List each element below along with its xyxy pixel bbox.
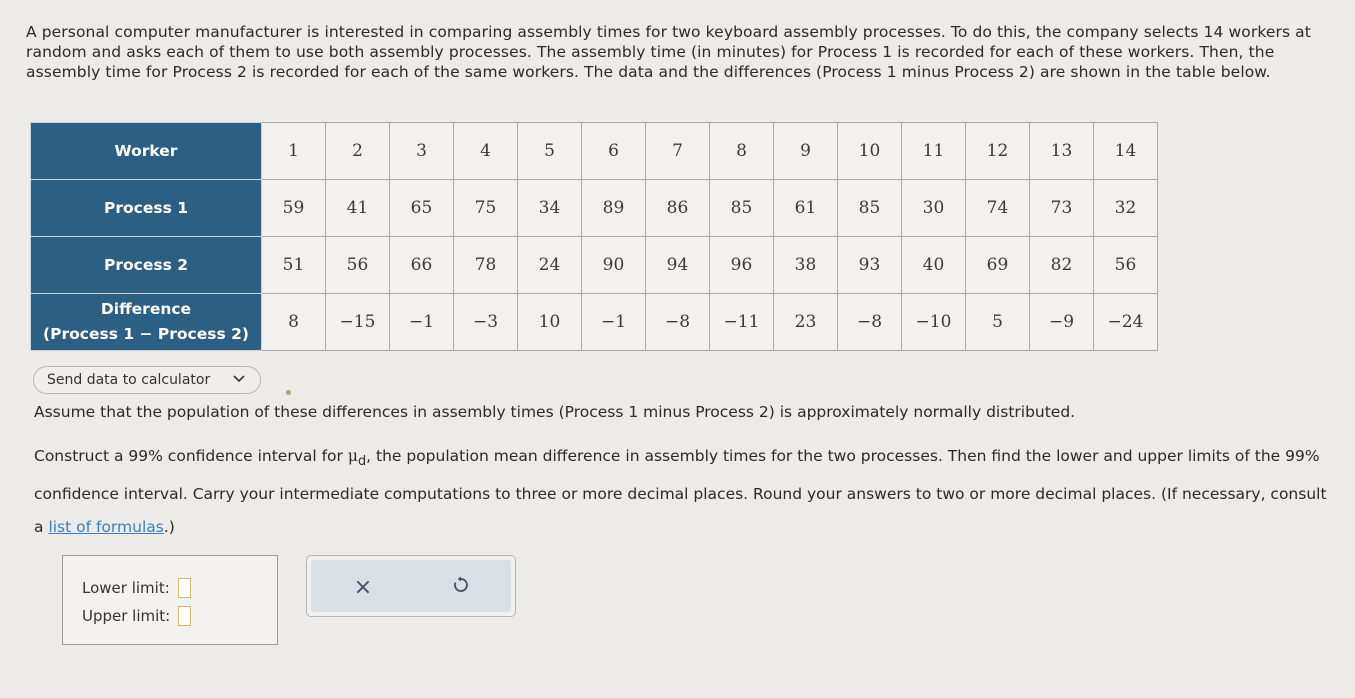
worker-row (31, 123, 1158, 180)
process1-cell: 85 (710, 180, 774, 237)
process1-cell: 85 (838, 180, 902, 237)
worker-cell: 13 (1030, 123, 1094, 180)
mu-symbol: μ (347, 447, 358, 465)
process1-cell: 32 (1094, 180, 1158, 237)
difference-cell: −24 (1094, 294, 1158, 351)
send-data-to-calculator-button[interactable] (33, 366, 261, 394)
difference-cell: −8 (838, 294, 902, 351)
difference-cell: 8 (262, 294, 326, 351)
worker-cell: 2 (326, 123, 390, 180)
instructions-part3: .) (163, 518, 175, 537)
lower-limit-row (82, 578, 191, 598)
process1-cell: 86 (646, 180, 710, 237)
data-table (30, 122, 1158, 351)
assumption-text: Assume that the population of these differences in assembly times (Process 1 minus Process 2) is approximately normally distributed. (34, 403, 1076, 421)
worker-cell: 6 (582, 123, 646, 180)
difference-cell: 10 (518, 294, 582, 351)
difference-sublabel: (Process 1 − Process 2) (43, 325, 249, 343)
process1-cell: 89 (582, 180, 646, 237)
mu-subscript: d (357, 454, 367, 470)
process2-cell: 56 (326, 237, 390, 294)
chevron-down-icon (232, 371, 246, 389)
process1-cell: 74 (966, 180, 1030, 237)
undo-button[interactable] (449, 575, 473, 599)
process1-row (31, 180, 1158, 237)
difference-cell: −10 (902, 294, 966, 351)
worker-cell: 4 (454, 123, 518, 180)
process2-cell: 69 (966, 237, 1030, 294)
clear-button[interactable] (351, 575, 375, 599)
answer-tools-panel (306, 555, 516, 617)
process1-cell: 75 (454, 180, 518, 237)
process2-cell: 56 (1094, 237, 1158, 294)
process1-header: Process 1 (31, 180, 262, 237)
process2-cell: 82 (1030, 237, 1094, 294)
worker-header: Worker (31, 123, 262, 180)
process2-cell: 94 (646, 237, 710, 294)
worker-cell: 7 (646, 123, 710, 180)
process2-cell: 90 (582, 237, 646, 294)
instructions-part2: , the population mean difference in assembly times for the two processes. Then find the lower and upper limits of the 99% confidence interval. Carry your intermediate computations to three or more decimal places. Round your answers to two or more decimal places. (If necessary, consult a (34, 447, 1327, 537)
process1-cell: 59 (262, 180, 326, 237)
lower-limit-label: Lower limit: (82, 579, 170, 597)
list-of-formulas-link[interactable]: list of formulas (48, 518, 164, 537)
worker-cell: 5 (518, 123, 582, 180)
process1-cell: 61 (774, 180, 838, 237)
instructions-text (34, 440, 1339, 544)
process1-cell: 41 (326, 180, 390, 237)
worker-cell: 8 (710, 123, 774, 180)
decorative-dot (286, 390, 291, 395)
worker-cell: 3 (390, 123, 454, 180)
difference-cell: −1 (390, 294, 454, 351)
answer-box (62, 555, 278, 645)
process1-cell: 30 (902, 180, 966, 237)
difference-cell: −11 (710, 294, 774, 351)
instructions-part1: Construct a 99% confidence interval for (34, 447, 348, 465)
difference-cell: 23 (774, 294, 838, 351)
process2-row (31, 237, 1158, 294)
worker-cell: 9 (774, 123, 838, 180)
send-data-label: Send data to calculator (47, 372, 211, 388)
process2-header: Process 2 (31, 237, 262, 294)
worker-cell: 1 (262, 123, 326, 180)
difference-cell: −1 (582, 294, 646, 351)
lower-limit-input[interactable] (178, 578, 191, 598)
difference-row (31, 294, 1158, 351)
process2-cell: 38 (774, 237, 838, 294)
process2-cell: 66 (390, 237, 454, 294)
process2-cell: 96 (710, 237, 774, 294)
process2-cell: 78 (454, 237, 518, 294)
process1-cell: 73 (1030, 180, 1094, 237)
problem-intro: A personal computer manufacturer is interested in comparing assembly times for two keyboard assembly processes. To do this, the company selects 14 workers at random and asks each of them to use both assembly processes. The assembly time (in minutes) for Process 1 is recorded for each of these workers. Then, the assembly time for Process 2 is recorded for each of the same workers. The data and the differences (Process 1 minus Process 2) are shown in the table below. (26, 23, 1311, 81)
worker-cell: 10 (838, 123, 902, 180)
worker-cell: 14 (1094, 123, 1158, 180)
difference-cell: −15 (326, 294, 390, 351)
difference-cell: −8 (646, 294, 710, 351)
upper-limit-input[interactable] (178, 606, 191, 626)
process1-cell: 34 (518, 180, 582, 237)
process1-cell: 65 (390, 180, 454, 237)
difference-cell: −9 (1030, 294, 1094, 351)
process2-cell: 40 (902, 237, 966, 294)
upper-limit-label: Upper limit: (82, 607, 171, 625)
process2-cell: 93 (838, 237, 902, 294)
worker-cell: 11 (902, 123, 966, 180)
difference-cell: 5 (966, 294, 1030, 351)
upper-limit-row (82, 606, 191, 626)
difference-label: Difference (100, 300, 192, 318)
process2-cell: 24 (518, 237, 582, 294)
process2-cell: 51 (262, 237, 326, 294)
answer-tools-bar (311, 560, 511, 612)
difference-header (31, 294, 262, 351)
worker-cell: 12 (966, 123, 1030, 180)
close-icon: × (353, 574, 373, 600)
difference-cell: −3 (454, 294, 518, 351)
undo-icon (452, 575, 470, 600)
